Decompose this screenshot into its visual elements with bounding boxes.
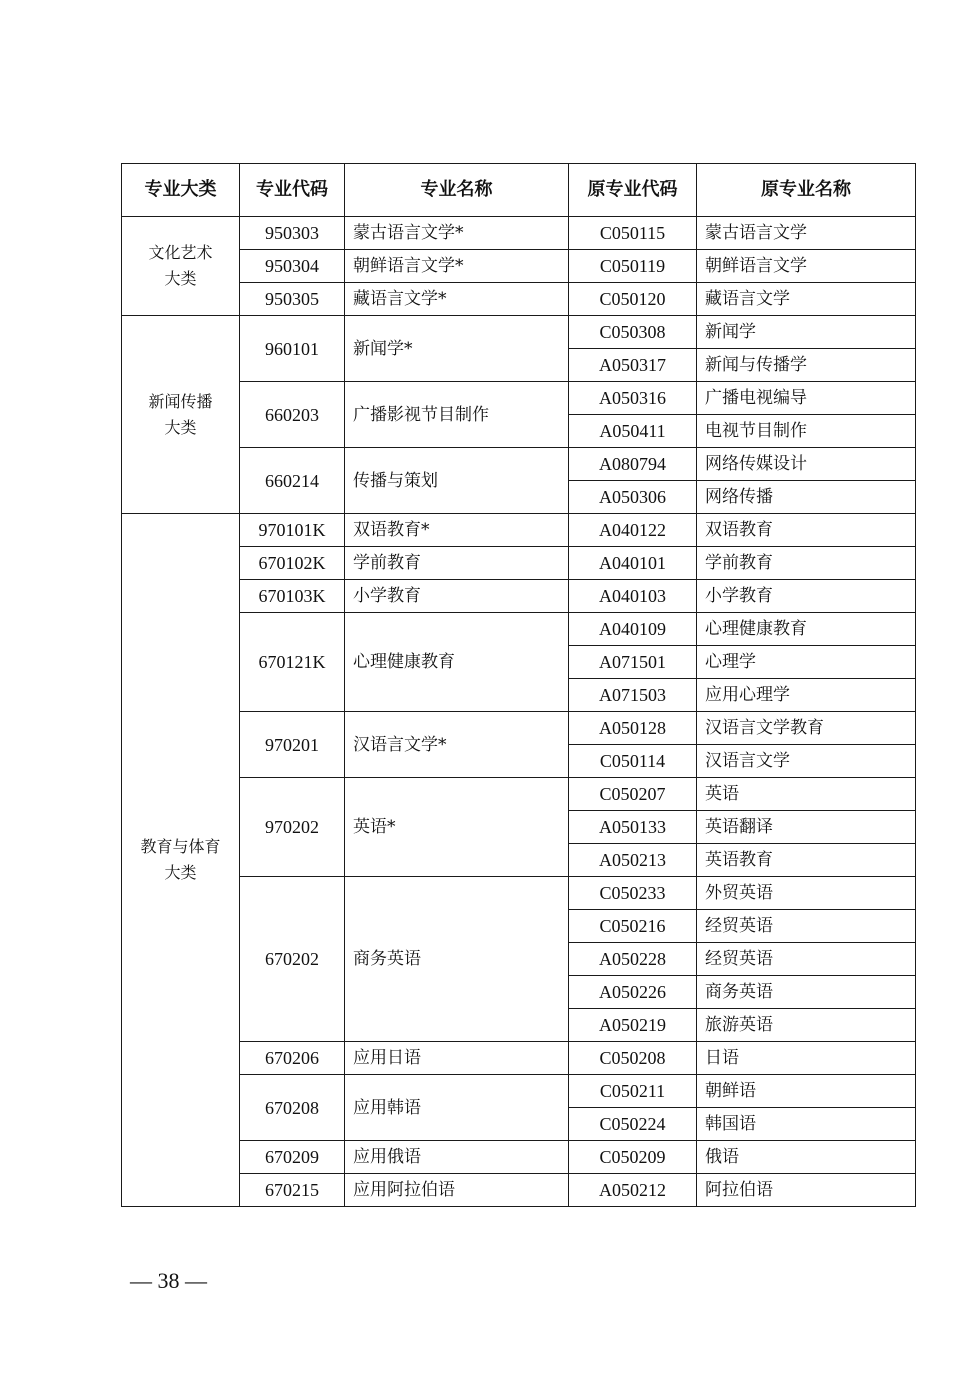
header-code: 专业代码 — [240, 164, 345, 217]
category-cell: 新闻传播 大类 — [122, 316, 240, 514]
major-name-cell: 应用韩语 — [345, 1075, 569, 1141]
table-row — [122, 712, 916, 745]
original-name-cell: 心理健康教育 — [697, 613, 916, 646]
table-row — [122, 250, 916, 283]
major-name-cell: 商务英语 — [345, 877, 569, 1042]
original-code-cell: C050120 — [569, 283, 697, 316]
original-code-cell: A040122 — [569, 514, 697, 547]
table-row — [122, 877, 916, 910]
major-name-cell: 双语教育* — [345, 514, 569, 547]
page-number: — 38 — — [130, 1268, 207, 1293]
original-name-cell: 汉语言文学教育 — [697, 712, 916, 745]
original-name-cell: 外贸英语 — [697, 877, 916, 910]
table-row — [122, 448, 916, 481]
original-code-cell: C050207 — [569, 778, 697, 811]
table-row — [122, 283, 916, 316]
original-code-cell: C050211 — [569, 1075, 697, 1108]
major-code-cell: 950303 — [240, 217, 345, 250]
original-code-cell: A050212 — [569, 1174, 697, 1207]
original-name-cell: 朝鲜语言文学 — [697, 250, 916, 283]
original-name-cell: 英语教育 — [697, 844, 916, 877]
major-name-cell: 应用日语 — [345, 1042, 569, 1075]
original-name-cell: 韩国语 — [697, 1108, 916, 1141]
original-name-cell: 经贸英语 — [697, 910, 916, 943]
original-name-cell: 小学教育 — [697, 580, 916, 613]
original-code-cell: C050308 — [569, 316, 697, 349]
original-name-cell: 网络传媒设计 — [697, 448, 916, 481]
original-name-cell: 藏语言文学 — [697, 283, 916, 316]
category-cell: 教育与体育 大类 — [122, 514, 240, 1207]
original-name-cell: 广播电视编导 — [697, 382, 916, 415]
header-name: 专业名称 — [345, 164, 569, 217]
major-name-cell: 小学教育 — [345, 580, 569, 613]
original-code-cell: C050209 — [569, 1141, 697, 1174]
original-code-cell: A050226 — [569, 976, 697, 1009]
major-name-cell: 蒙古语言文学* — [345, 217, 569, 250]
original-code-cell: A050411 — [569, 415, 697, 448]
major-code-cell: 660214 — [240, 448, 345, 514]
table-row — [122, 613, 916, 646]
original-name-cell: 电视节目制作 — [697, 415, 916, 448]
original-code-cell: A040101 — [569, 547, 697, 580]
original-code-cell: A050219 — [569, 1009, 697, 1042]
major-name-cell: 应用阿拉伯语 — [345, 1174, 569, 1207]
major-name-cell: 心理健康教育 — [345, 613, 569, 712]
major-name-cell: 朝鲜语言文学* — [345, 250, 569, 283]
table-row — [122, 382, 916, 415]
original-code-cell: C050233 — [569, 877, 697, 910]
original-code-cell: C050224 — [569, 1108, 697, 1141]
original-code-cell: A050133 — [569, 811, 697, 844]
original-code-cell: A071501 — [569, 646, 697, 679]
original-code-cell: C050119 — [569, 250, 697, 283]
major-code-cell: 670209 — [240, 1141, 345, 1174]
major-code-cell: 950305 — [240, 283, 345, 316]
original-code-cell: C050114 — [569, 745, 697, 778]
original-name-cell: 英语 — [697, 778, 916, 811]
original-code-cell: A040103 — [569, 580, 697, 613]
original-name-cell: 蒙古语言文学 — [697, 217, 916, 250]
major-code-cell: 950304 — [240, 250, 345, 283]
table-row — [122, 580, 916, 613]
original-name-cell: 学前教育 — [697, 547, 916, 580]
table-row — [122, 1042, 916, 1075]
major-code-cell: 970201 — [240, 712, 345, 778]
table-row — [122, 1075, 916, 1108]
original-name-cell: 英语翻译 — [697, 811, 916, 844]
table-header — [122, 164, 916, 217]
original-name-cell: 俄语 — [697, 1141, 916, 1174]
original-code-cell: A080794 — [569, 448, 697, 481]
original-code-cell: A050317 — [569, 349, 697, 382]
header-original-name: 原专业名称 — [697, 164, 916, 217]
major-code-cell: 670215 — [240, 1174, 345, 1207]
major-code-cell: 670202 — [240, 877, 345, 1042]
original-code-cell: C050115 — [569, 217, 697, 250]
table-row — [122, 316, 916, 349]
original-name-cell: 双语教育 — [697, 514, 916, 547]
original-name-cell: 新闻与传播学 — [697, 349, 916, 382]
header-category: 专业大类 — [122, 164, 240, 217]
major-name-cell: 广播影视节目制作 — [345, 382, 569, 448]
original-code-cell: A050128 — [569, 712, 697, 745]
major-code-cell: 670121K — [240, 613, 345, 712]
original-code-cell: A050228 — [569, 943, 697, 976]
major-name-cell: 学前教育 — [345, 547, 569, 580]
original-code-cell: A040109 — [569, 613, 697, 646]
original-code-cell: C050208 — [569, 1042, 697, 1075]
major-code-cell: 670208 — [240, 1075, 345, 1141]
original-code-cell: A050316 — [569, 382, 697, 415]
table-row — [122, 514, 916, 547]
original-name-cell: 网络传播 — [697, 481, 916, 514]
major-name-cell: 藏语言文学* — [345, 283, 569, 316]
major-code-cell: 960101 — [240, 316, 345, 382]
header-original-code: 原专业代码 — [569, 164, 697, 217]
major-code-cell: 970101K — [240, 514, 345, 547]
table-row — [122, 1174, 916, 1207]
major-code-cell: 660203 — [240, 382, 345, 448]
table-row — [122, 778, 916, 811]
major-name-cell: 传播与策划 — [345, 448, 569, 514]
table-row — [122, 547, 916, 580]
major-name-cell: 英语* — [345, 778, 569, 877]
original-code-cell: A050306 — [569, 481, 697, 514]
table-row — [122, 217, 916, 250]
original-name-cell: 商务英语 — [697, 976, 916, 1009]
major-code-cell: 670102K — [240, 547, 345, 580]
original-name-cell: 阿拉伯语 — [697, 1174, 916, 1207]
original-code-cell: C050216 — [569, 910, 697, 943]
header-row — [122, 164, 916, 217]
original-name-cell: 旅游英语 — [697, 1009, 916, 1042]
original-name-cell: 汉语言文学 — [697, 745, 916, 778]
major-name-cell: 汉语言文学* — [345, 712, 569, 778]
original-name-cell: 朝鲜语 — [697, 1075, 916, 1108]
major-name-cell: 新闻学* — [345, 316, 569, 382]
majors-table — [121, 163, 916, 1207]
original-name-cell: 心理学 — [697, 646, 916, 679]
original-code-cell: A050213 — [569, 844, 697, 877]
original-name-cell: 应用心理学 — [697, 679, 916, 712]
table-body — [122, 217, 916, 1207]
category-cell: 文化艺术 大类 — [122, 217, 240, 316]
original-code-cell: A071503 — [569, 679, 697, 712]
original-name-cell: 新闻学 — [697, 316, 916, 349]
original-name-cell: 经贸英语 — [697, 943, 916, 976]
major-name-cell: 应用俄语 — [345, 1141, 569, 1174]
original-name-cell: 日语 — [697, 1042, 916, 1075]
major-code-cell: 970202 — [240, 778, 345, 877]
major-code-cell: 670206 — [240, 1042, 345, 1075]
table-row — [122, 1141, 916, 1174]
major-code-cell: 670103K — [240, 580, 345, 613]
